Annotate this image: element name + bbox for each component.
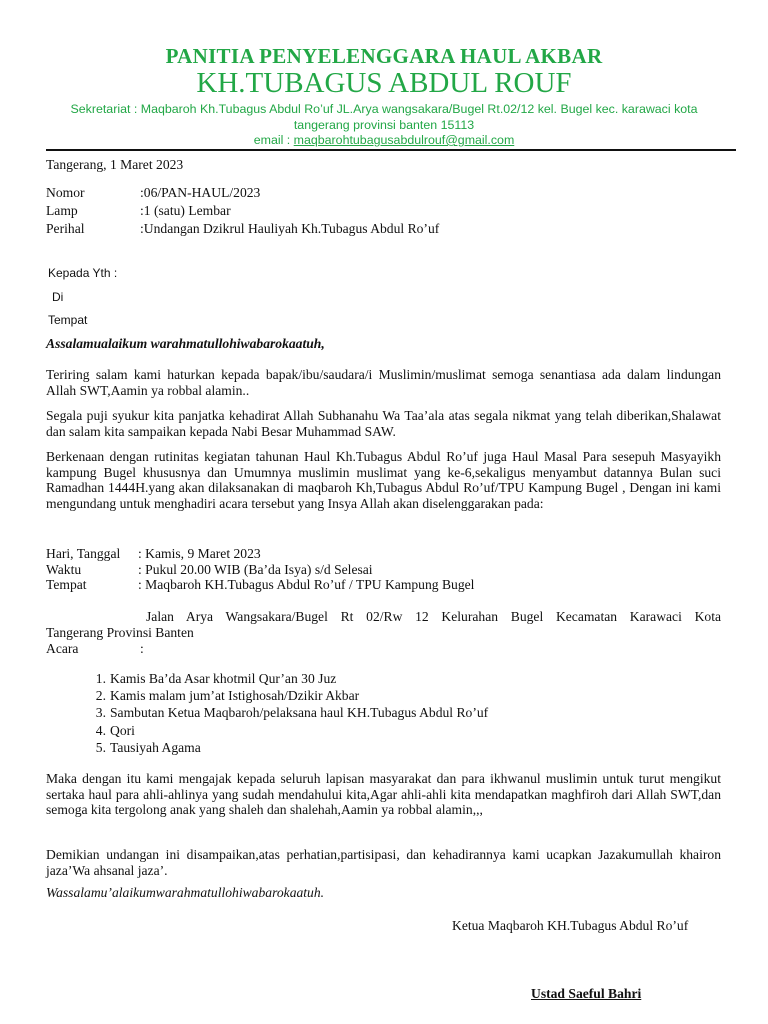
paragraph-3: Berkenaan dengan rutinitas kegiatan tahunan Haul Kh.Tubagus Abdul Ro’uf juga Haul Masal Para sesepuh Masyayikh kampung Bugel khususnya dan Umumnya muslimin muslimat yang ke-6,sekaligus menyambut datannya Bulan suci Ramadhan 1444H.yang akan dilaksanakan di maqbaroh Kh,Tubagus Abdul Ro’uf/TPU Kampung Bugel , Dengan ini kami mengundang untuk menghadiri acara tersebut yang Insya Allah akan diselenggarakan pada: (46, 449, 721, 511)
date-line: Tangerang, 1 Maret 2023 (46, 157, 184, 172)
email-label: email : (253, 133, 294, 147)
agenda-item (84, 723, 724, 740)
agenda-text: Kamis Ba’da Asar khotmil Qur’an 30 Juz (110, 671, 337, 686)
event-address-second: Tangerang Provinsi Banten (46, 625, 194, 640)
paragraph-closing: Demikian undangan ini disampaikan,atas perhatian,partisipasi, dan kehadirannya kami ucapkan Jazakumullah khairon jaza’Wa ahsanal jaza’. (46, 847, 721, 878)
meta-value: :1 (satu) Lembar (140, 203, 231, 218)
agenda-number: 3. (95, 705, 106, 721)
meta-label: Perihal (46, 221, 85, 236)
event-label: Tempat (46, 577, 87, 593)
letterhead-divider (46, 149, 736, 151)
event-label: Waktu (46, 561, 82, 577)
letterhead-address-line1: Sekretariat : Maqbaroh Kh.Tubagus Abdul Ro’uf JL.Arya wangsakara/Bugel Rt.02/12 kel. Bugel kec. karawaci kota (70, 102, 698, 116)
event-row-date (46, 546, 726, 562)
agenda-item (84, 671, 724, 688)
agenda-number: 4. (95, 722, 106, 738)
meta-row-lamp (46, 203, 726, 221)
letterhead-name: KH.TUBAGUS ABDUL ROUF (196, 67, 572, 99)
agenda-text: Kamis malam jum’at Istighosah/Dzikir Akbar (110, 688, 360, 704)
agenda-number: 2. (95, 688, 106, 704)
acara-label: Acara (46, 641, 79, 656)
event-row-time (46, 562, 726, 578)
recipient-tempat: Tempat (48, 313, 88, 327)
email-link[interactable]: maqbarohtubagusabdulrouf@gmail.com (293, 133, 515, 147)
meta-label: Nomor (46, 185, 85, 200)
paragraph-1: Teriring salam kami haturkan kepada bapak/ibu/saudara/i Muslimin/muslimat semoga senantiasa ada dalam lindungan Allah SWT,Aamin ya robbal alamin.. (46, 367, 721, 398)
meta-value: :06/PAN-HAUL/2023 (140, 185, 261, 200)
meta-label: Lamp (46, 203, 78, 218)
greeting: Assalamualaikum warahmatullohiwabarokaatuh, (46, 336, 325, 351)
event-value: : Pukul 20.00 WIB (Ba’da Isya) s/d Selesai (138, 561, 373, 577)
signature-name: Ustad Saeful Bahri (531, 986, 642, 1001)
agenda-item (84, 705, 724, 722)
letter-meta (46, 185, 726, 239)
event-address-first: Jalan Arya Wangsakara/Bugel Rt 02/Rw 12 Kelurahan Bugel Kecamatan Karawaci Kota (146, 609, 721, 624)
event-value: : Kamis, 9 Maret 2023 (138, 546, 261, 561)
agenda-text: Sambutan Ketua Maqbaroh/pelaksana haul KH.Tubagus Abdul Ro’uf (110, 705, 489, 721)
agenda-list (84, 671, 724, 757)
closing-salam: Wassalamu’alaikumwarahmatullohiwabarokaatuh. (46, 885, 325, 900)
letterhead-org: PANITIA PENYELENGGARA HAUL AKBAR (165, 44, 603, 68)
agenda-text: Qori (110, 722, 135, 738)
letterhead-address-line2: tangerang provinsi banten 15113 (293, 118, 475, 132)
event-row-place (46, 577, 726, 593)
acara-colon: : (140, 641, 144, 656)
agenda-item (84, 740, 724, 757)
recipient-kepada: Kepada Yth : (48, 266, 118, 280)
agenda-number: 5. (95, 739, 106, 755)
event-label: Hari, Tanggal (46, 546, 121, 561)
signature-title: Ketua Maqbaroh KH.Tubagus Abdul Ro’uf (452, 918, 689, 933)
event-value: : Maqbaroh KH.Tubagus Abdul Ro’uf / TPU Kampung Bugel (138, 577, 475, 593)
agenda-item (84, 688, 724, 705)
recipient-di: Di (52, 290, 64, 304)
agenda-number: 1. (95, 671, 106, 686)
paragraph-invitation: Maka dengan itu kami mengajak kepada seluruh lapisan masyarakat dan para ikhwanul muslimin untuk turut mengikut sertaka haul para ahli-ahlinya yang sudah mendahului kita,Agar ahli-ahli kita mendapatkan maghfiroh dari Allah SWT,dan semoga kita tergolong anak yang shaleh dan shalehah,Aamin ya robbal alamin,,, (46, 771, 721, 818)
paragraph-2: Segala puji syukur kita panjatka kehadirat Allah Subhanahu Wa Taa’ala atas segala nikmat yang telah diberikan,Shalawat dan salam kita sampaikan kepada Nabi Besar Muhammad SAW. (46, 408, 721, 439)
letterhead-email-line (0, 133, 768, 148)
meta-row-nomor (46, 185, 726, 203)
meta-value: :Undangan Dzikrul Hauliyah Kh.Tubagus Abdul Ro’uf (140, 221, 440, 236)
meta-row-perihal (46, 221, 726, 239)
event-details (46, 546, 726, 593)
agenda-text: Tausiyah Agama (110, 739, 201, 755)
